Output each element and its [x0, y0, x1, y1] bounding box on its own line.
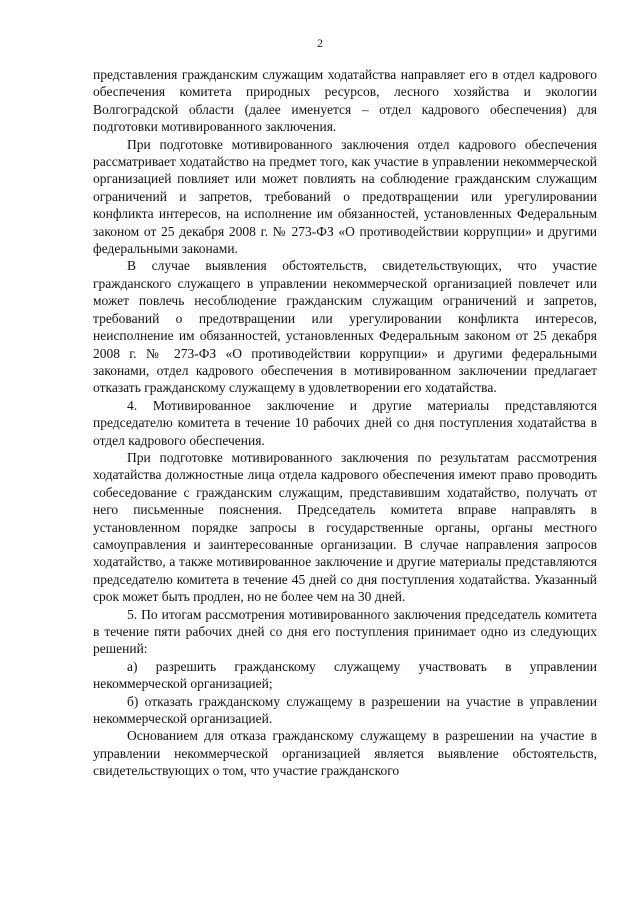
decision-b: б) отказать гражданскому служащему в разрешении на участие в управлении некоммерческой организацией. [93, 693, 597, 727]
paragraph-item-5: 5. По итогам рассмотрения мотивированного заключения председатель комитета в течение пяти рабочих дней со дня его поступления принимает одно из следующих решений: [93, 606, 597, 657]
paragraph-interview-rights: При подготовке мотивированного заключения по результатам рассмотрения ходатайства должностные лица отдела кадрового обеспечения имеют право проводить собеседование с гражданским служащим, представившим ходатайство, получать от него письменные пояснения. Председатель комитета вправе направлять в установленном порядке запросы в государственные органы, органы местного самоуправления и заинтересованные организации. В случае направления запросов ходатайство, а также мотивированное заключение и другие материалы представляются председателю комитета в течение 45 дней со дня поступления ходатайства. Указанный срок может быть продлен, но не более чем на 30 дней. [93, 449, 597, 605]
paragraph-preparation: При подготовке мотивированного заключения отдел кадрового обеспечения рассматривает ходатайство на предмет того, как участие в управлении некоммерческой организацией повлияет или может повлиять на соблюдение гражданским служащим ограничений и запретов, требований о предотвращении или урегулировании конфликта интересов, на исполнение им обязанностей, установленных Федеральным законом от 25 декабря 2008 г. № 273-ФЗ «О противодействии коррупции» и другими федеральными законами. [93, 136, 597, 257]
paragraph-item-4: 4. Мотивированное заключение и другие материалы представляются председателю комитета в течение 10 рабочих дней со дня поступления ходатайства в отдел кадрового обеспечения. [93, 397, 597, 448]
paragraph-continuation: представления гражданским служащим ходатайства направляет его в отдел кадрового обеспечения комитета природных ресурсов, лесного хозяйства и экологии Волгоградской области (далее именуется – отдел кадрового обеспечения) для подготовки мотивированного заключения. [93, 67, 597, 135]
body-text [93, 66, 597, 780]
paragraph-refusal-basis: Основанием для отказа гражданскому служащему в разрешении на участие в управлении некоммерческой организацией является выявление обстоятельств, свидетельствующих о том, что участие гражданского [93, 728, 597, 779]
decision-a: а) разрешить гражданскому служащему участвовать в управлении некоммерческой организацией; [93, 658, 597, 692]
paragraph-circumstances: В случае выявления обстоятельств, свидетельствующих, что участие гражданского служащего в управлении некоммерческой организацией повлечет или может повлечь несоблюдение гражданским служащим ограничений и запретов, требований о предотвращении или урегулировании конфликта интересов, неисполнение им обязанностей, установленных Федеральным законом от 25 декабря 2008 г. № 273-ФЗ «О противодействии коррупции» и другими федеральными законами, отдел кадрового обеспечения в мотивированном заключении предлагает отказать гражданскому служащему в удовлетворении его ходатайства. [93, 258, 597, 396]
page-number: 2 [317, 36, 323, 50]
